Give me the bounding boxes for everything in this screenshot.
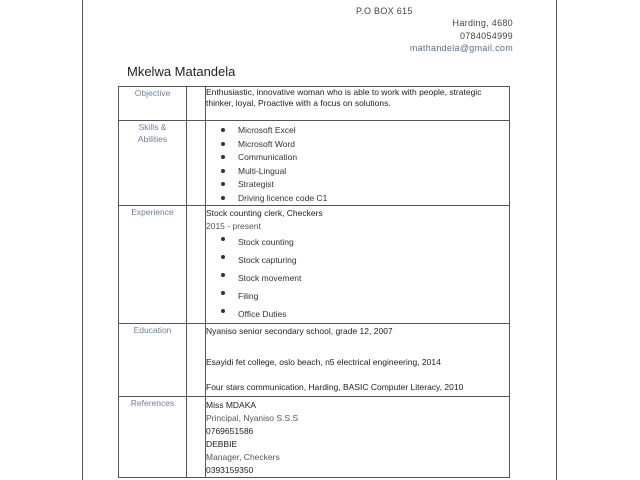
list-item: Microsoft Excel [206,124,509,138]
address-email[interactable]: mathandela@gmail.com [409,43,513,53]
objective-row [119,87,510,121]
list-item: Microsoft Word [206,138,509,152]
education-row [119,324,510,397]
address-town: Harding, 4680 [452,18,513,28]
education-content [206,324,510,397]
reference-role: Manager, Checkers [206,452,280,462]
address-phone: 0784054999 [459,31,513,41]
reference-phone: 0393159350 [206,465,254,475]
education-entry: Esayidi fet college, oslo beach, n5 electrical engineering, 2014 [206,357,441,367]
spacer-cell [187,121,206,206]
list-item: Communication [206,151,509,165]
references-label: References [119,397,187,478]
skills-row [119,121,510,206]
education-label: Education [119,324,187,397]
reference-name: DEBBIE [206,439,238,449]
address-pobox: P.O BOX 615 [356,6,413,16]
candidate-name: Mkelwa Matandela [127,64,236,79]
objective-label: Objective [119,87,187,121]
list-item: Multi-Lingual [206,165,509,179]
experience-content [206,206,510,324]
page-border-left [82,0,83,480]
skills-label [119,121,187,206]
list-item: Strategist [206,178,509,192]
education-entry: Nyaniso senior secondary school, grade 12, 2007 [206,326,393,336]
list-item: Office Duties [206,305,509,323]
spacer-cell [187,206,206,324]
list-item: Driving licence code C1 [206,192,509,206]
list-item: Stock capturing [206,251,509,269]
objective-text: Enthusiastic, innovative woman who is able to work with people, strategic thinker, loyal, Proactive with a focus on solutions. [206,87,510,121]
references-row [119,397,510,478]
experience-title: Stock counting clerk, Checkers [206,208,323,218]
reference-phone: 0769651586 [206,426,254,436]
list-item: Stock movement [206,269,509,287]
cv-table [118,86,510,478]
reference-role: Principal, Nyaniso S.S.S [206,413,299,423]
skills-label-line2: Abilities [137,134,168,144]
reference-name: Miss MDAKA [206,400,257,410]
list-item: Filing [206,287,509,305]
page-border-right [556,0,557,480]
experience-label: Experience [119,206,187,324]
list-item: Stock counting [206,233,509,251]
education-entry: Four stars communication, Harding, BASIC Computer Literacy, 2010 [206,382,464,392]
spacer-cell [187,397,206,478]
experience-period: 2015 - present [206,221,261,231]
spacer-cell [187,87,206,121]
experience-row [119,206,510,324]
references-content [206,397,510,478]
skills-label-line1: Skills & [138,122,167,132]
spacer-cell [187,324,206,397]
skills-content [206,121,510,206]
